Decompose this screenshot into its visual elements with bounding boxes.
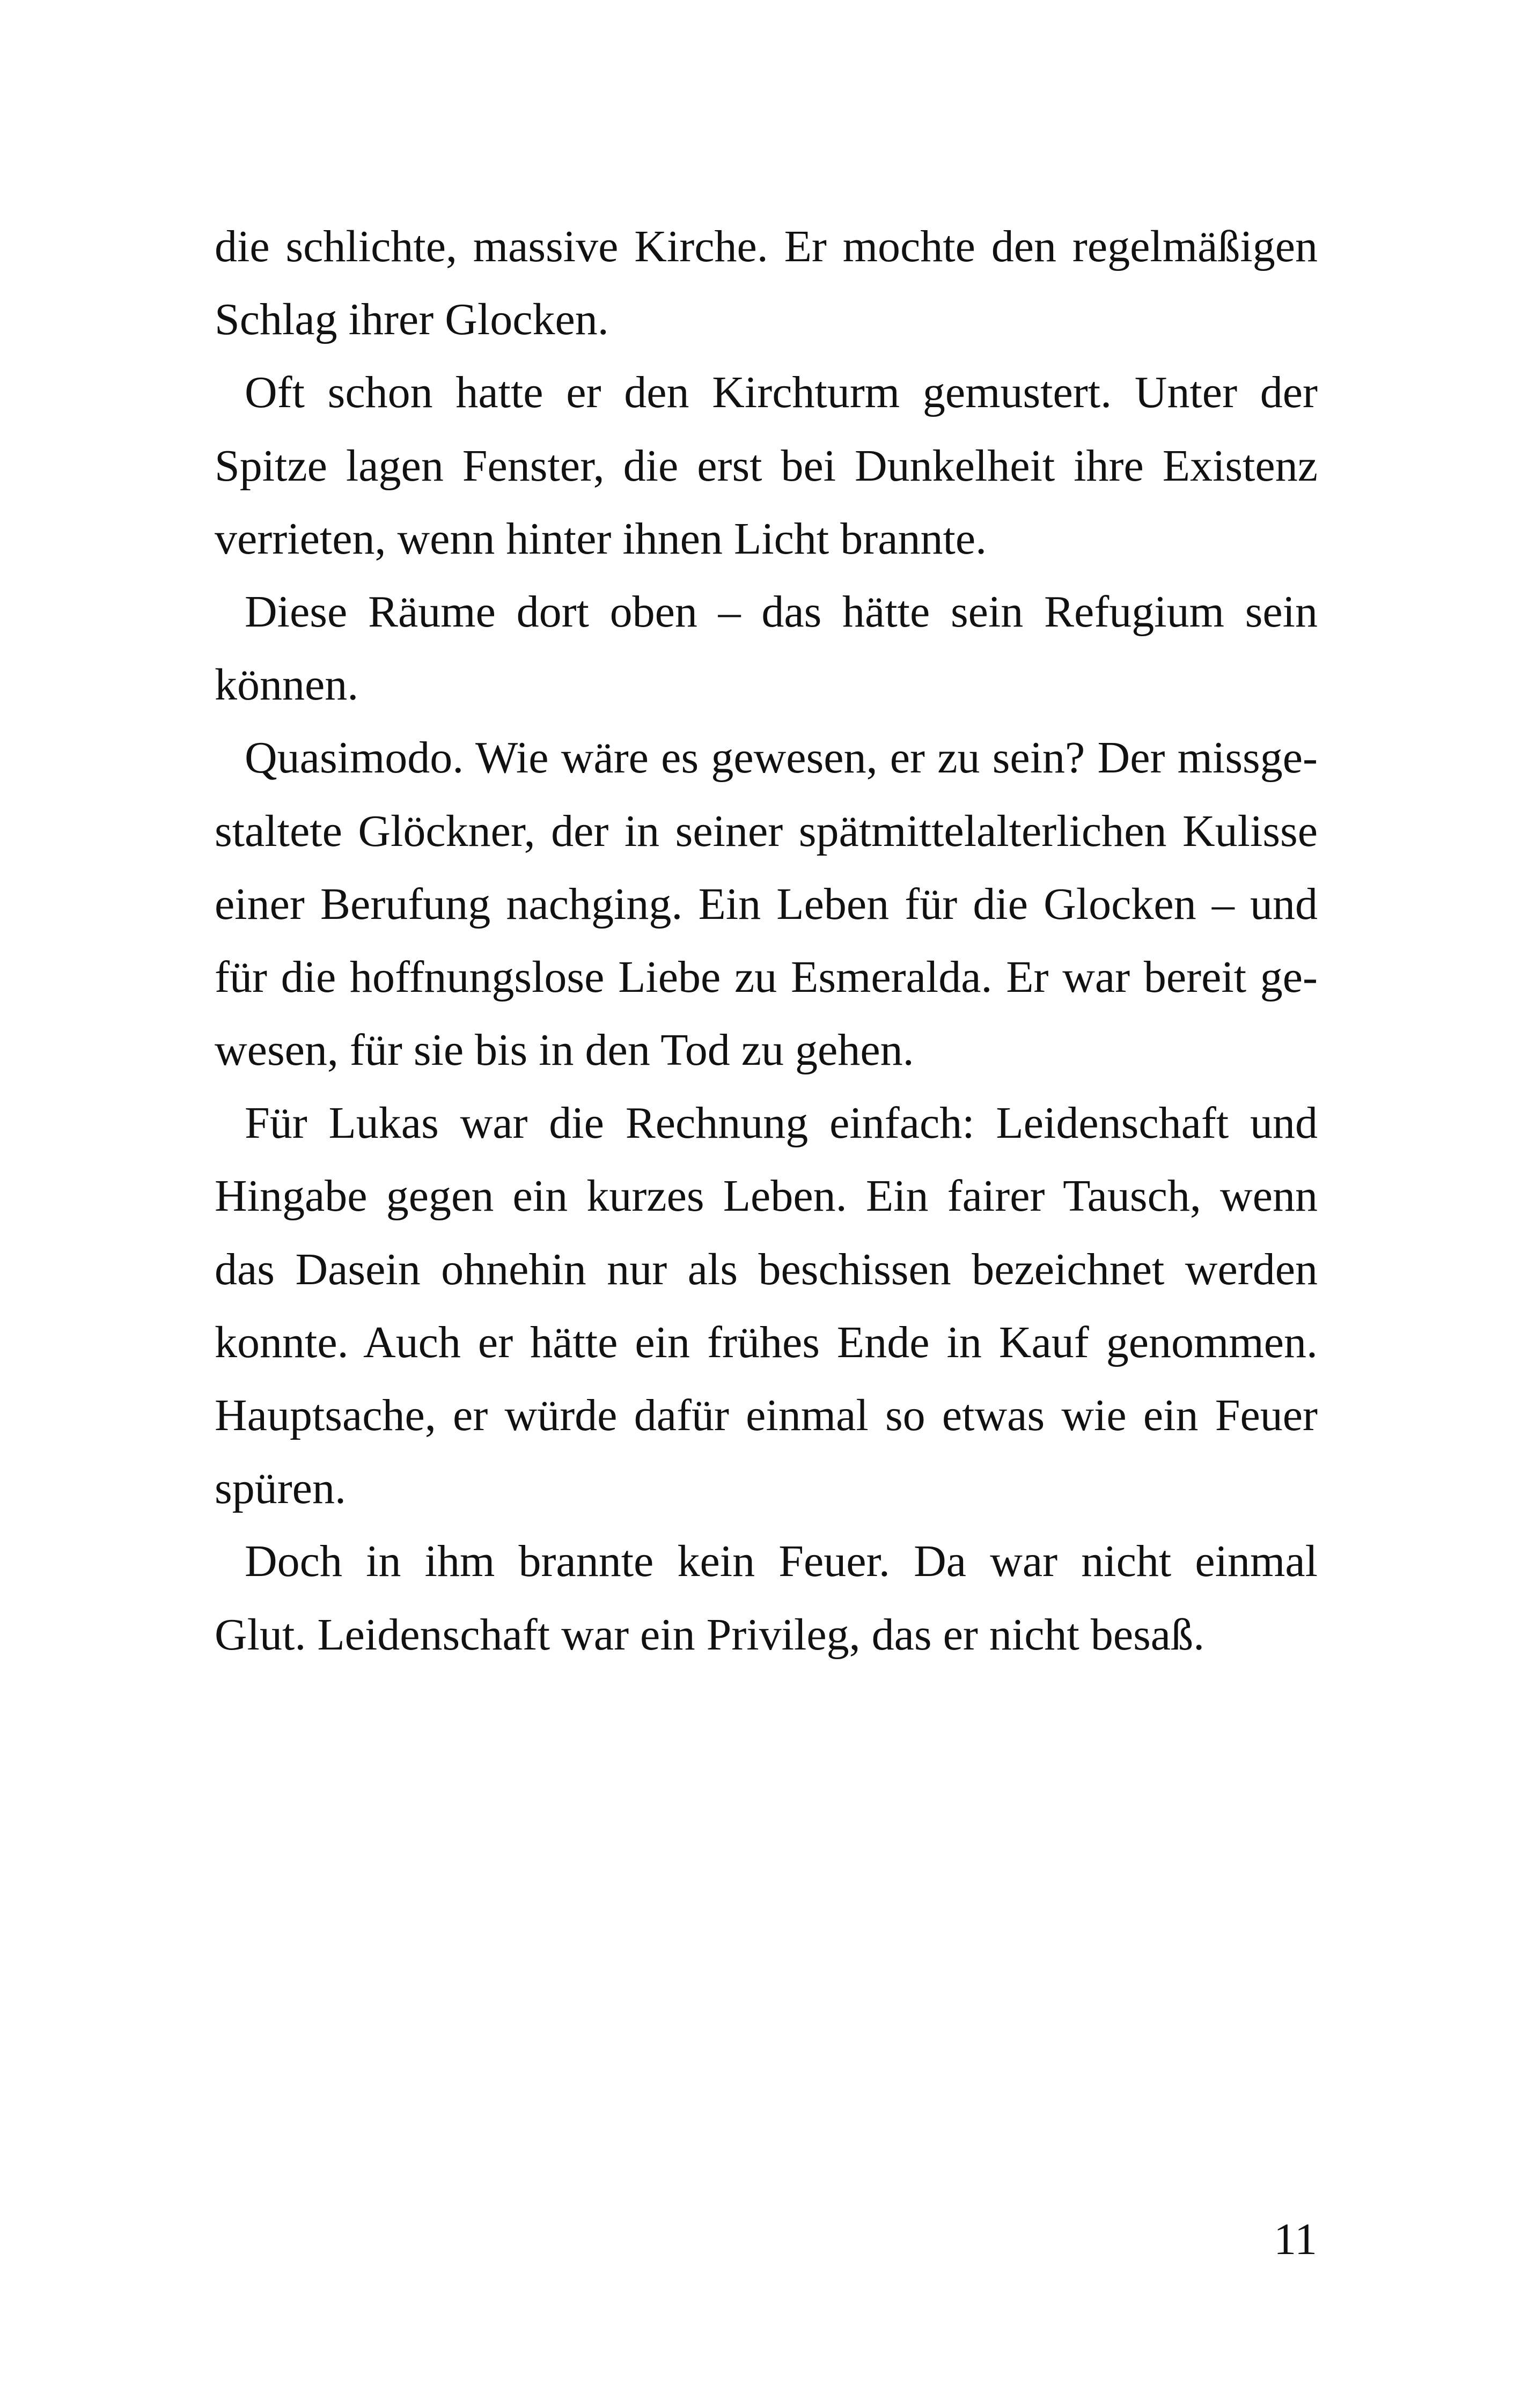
text-line: Schlag ihrer Glocken. xyxy=(215,294,609,345)
text-line: können. xyxy=(215,660,359,710)
text-line: Doch in ihm brannte kein Feuer. Da war nicht einmal xyxy=(245,1536,1318,1587)
text-line: verrieten, wenn hinter ihnen Licht brannte. xyxy=(215,513,987,564)
text-line: Für Lukas war die Rechnung einfach: Leidenschaft und xyxy=(245,1098,1318,1148)
text-line: Diese Räume dort oben – das hätte sein Refugium sein xyxy=(245,586,1318,637)
text-line: die schlichte, massive Kirche. Er mochte den regelmäßigen xyxy=(215,222,1318,271)
text-line: wesen, für sie bis in den Tod zu gehen. xyxy=(215,1025,914,1076)
page-number: 11 xyxy=(1274,2214,1317,2264)
text-line: Hingabe gegen ein kurzes Leben. Ein fairer Tausch, wenn xyxy=(215,1171,1318,1221)
text-line: das Dasein ohnehin nur als beschissen bezeichnet werden xyxy=(215,1244,1318,1294)
text-line: konnte. Auch er hätte ein frühes Ende in Kauf genommen. xyxy=(215,1317,1318,1367)
text-line: spüren. xyxy=(215,1463,346,1514)
text-line: einer Berufung nachging. Ein Leben für die Glocken – und xyxy=(215,879,1318,929)
text-line: Quasimodo. Wie wäre es gewesen, er zu sein? Der missge- xyxy=(245,733,1318,783)
text-line: Spitze lagen Fenster, die erst bei Dunkelheit ihre Existenz xyxy=(215,440,1318,491)
text-line: Glut. Leidenschaft war ein Privileg, das er nicht besaß. xyxy=(215,1609,1205,1660)
text-line: Hauptsache, er würde dafür einmal so etwas wie ein Feuer xyxy=(215,1390,1318,1440)
body-text xyxy=(215,210,1318,1671)
text-line: staltete Glöckner, der in seiner spätmittelalterlichen Kulisse xyxy=(215,806,1318,856)
text-line: Oft schon hatte er den Kirchturm gemustert. Unter der xyxy=(245,367,1318,418)
text-line: für die hoffnungslose Liebe zu Esmeralda. Er war bereit ge- xyxy=(215,952,1318,1002)
